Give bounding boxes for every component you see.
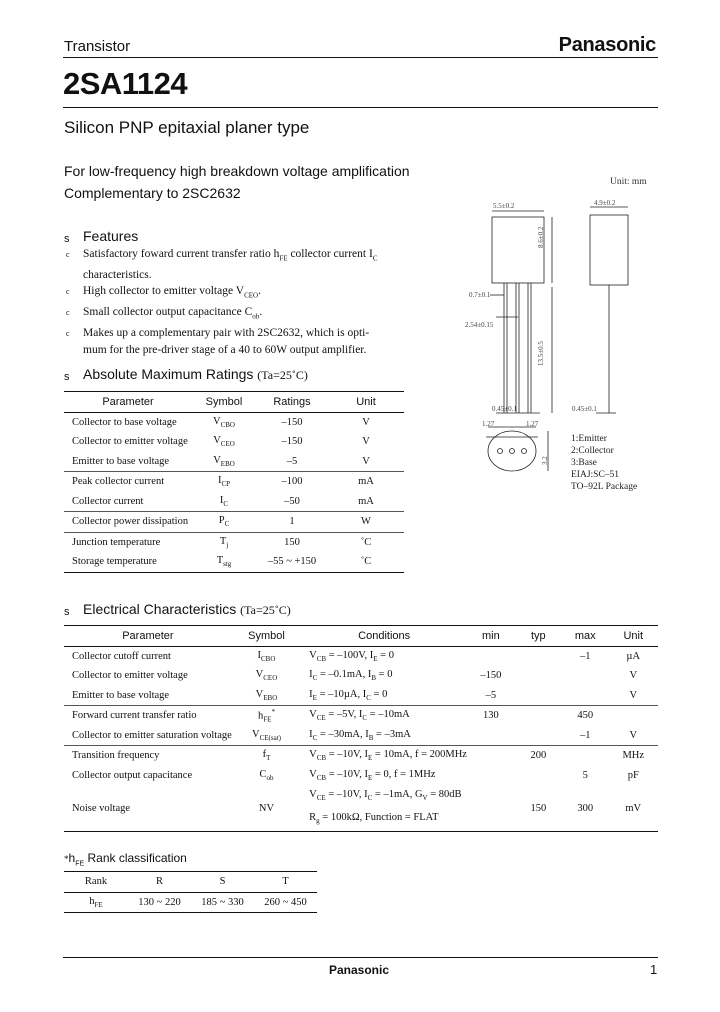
feature-item: c High collector to emitter voltage $V_{CEO}$. — [66, 285, 261, 300]
col-conditions: Conditions — [358, 629, 411, 642]
abs-max-row — [64, 472, 404, 492]
abs-max-row — [64, 492, 404, 512]
subtitle: Silicon PNP epitaxial planer type — [64, 118, 310, 137]
col-max: max — [574, 629, 596, 642]
description-line-1: For low-frequency high breakdown voltage amplification — [64, 163, 410, 179]
footer-rule — [63, 957, 658, 958]
elec-marker: s — [64, 606, 70, 618]
rank-col-rank: Rank — [84, 876, 108, 888]
unit-label: Unit: mm — [610, 177, 647, 187]
abs-unit: V — [362, 416, 370, 428]
abs-rating: –50 — [284, 495, 300, 507]
elec-condition: $V_{CB} = -10V$, $I_E = 0$, f = 1MHz — [309, 768, 436, 782]
elec-max: –1 — [580, 650, 591, 662]
dim-label: 0.45±0.1 — [572, 405, 597, 413]
elec-row — [64, 646, 658, 666]
abs-max-row — [64, 512, 404, 533]
abs-unit: ˚C — [328, 532, 404, 552]
elec-param: Transition frequency — [64, 746, 232, 766]
elec-unit: MHz — [609, 746, 659, 766]
dim-label: 3.2 — [541, 456, 549, 465]
header-rule — [63, 57, 658, 58]
abs-max-table — [64, 391, 404, 573]
page-number: 1 — [650, 962, 658, 977]
elec-typ — [515, 726, 562, 746]
abs-rating: –100 — [256, 472, 328, 492]
abs-unit: W — [328, 512, 404, 533]
package-pins — [571, 433, 637, 493]
abs-unit: V — [362, 455, 370, 467]
abs-rating: –150 — [281, 416, 303, 428]
elec-min: –150 — [480, 670, 502, 682]
rank-hfe-row — [64, 892, 317, 913]
pin-1-label: 1:Emitter — [571, 434, 607, 444]
elec-unit: V — [629, 670, 638, 682]
elec-typ: 200 — [515, 746, 562, 766]
abs-rating: –55 ~ +150 — [267, 556, 317, 568]
abs-param: Peak collector current — [64, 472, 192, 492]
dim-label: 13.5±0.5 — [537, 341, 545, 366]
pin-3-label: 3:Base — [571, 458, 597, 468]
rank-col-t: T — [282, 876, 289, 888]
abs-param: Collector power dissipation — [64, 512, 192, 533]
elec-symbol: $C_{ob}$ — [259, 768, 274, 782]
elec-min — [467, 746, 514, 766]
abs-rating: 150 — [256, 532, 328, 552]
part-number: 2SA1124 — [63, 66, 188, 101]
elec-param: Noise voltage — [72, 802, 131, 814]
col-ratings: Ratings — [273, 395, 311, 408]
elec-condition: $I_C = -30mA$, $I_B = -3mA$ — [309, 728, 411, 742]
package-body-side — [590, 215, 628, 285]
elec-unit: mV — [625, 802, 642, 814]
brand-logo: Panasonic — [558, 34, 656, 56]
dim-label: 8.6±0.2 — [537, 226, 545, 248]
col-typ: typ — [530, 629, 546, 642]
feature-list — [66, 246, 426, 359]
elec-max — [562, 666, 609, 686]
abs-max-row — [64, 452, 404, 472]
abs-unit: V — [362, 436, 370, 448]
title-rule — [63, 107, 658, 108]
dim-label: 0.7±0.1 — [469, 291, 491, 299]
abs-max-title: Absolute Maximum Ratings (Ta=25˚C) — [83, 366, 308, 382]
elec-min: –5 — [485, 689, 497, 701]
elec-param: Forward current transfer ratio — [64, 706, 232, 726]
elec-row — [64, 726, 658, 746]
description-line-2: Complementary to 2SC2632 — [64, 185, 241, 201]
abs-max-body — [64, 412, 404, 572]
elec-max: 300 — [577, 802, 594, 814]
abs-max-row — [64, 532, 404, 552]
rank-r-range: 130 ~ 220 — [138, 896, 181, 908]
abs-rating: –150 — [281, 436, 303, 448]
elec-min — [467, 766, 514, 786]
abs-param: Junction temperature — [64, 532, 192, 552]
elec-typ — [515, 686, 562, 706]
elec-max: –1 — [580, 729, 591, 741]
elec-symbol: $h_{FE}^*$ — [232, 706, 301, 726]
elec-row — [64, 746, 658, 766]
elec-param: Collector output capacitance — [72, 769, 193, 781]
dim-label: 0.45±0.1 — [492, 405, 517, 413]
abs-param: Collector to emitter voltage — [72, 436, 188, 448]
elec-param: Collector to emitter voltage — [72, 670, 188, 682]
elec-body — [64, 646, 658, 832]
abs-symbol: $I_{CP}$ — [192, 472, 256, 492]
elec-typ — [515, 646, 562, 666]
elec-param: Collector cutoff current — [72, 650, 171, 662]
abs-max-header-row — [64, 392, 404, 413]
elec-unit: pF — [627, 769, 639, 781]
elec-unit: V — [629, 729, 638, 741]
abs-max-marker: s — [64, 371, 70, 383]
elec-table — [64, 625, 658, 832]
pin-2-label: 2:Collector — [571, 446, 614, 456]
feature-item-cont: characteristics. — [83, 268, 152, 281]
elec-symbol: $V_{CE(sat)}$ — [251, 728, 281, 742]
elec-typ — [515, 706, 562, 726]
elec-param: Collector to emitter saturation voltage — [72, 729, 232, 741]
rank-t-range: 260 ~ 450 — [264, 896, 307, 908]
features-title: Features — [83, 228, 139, 244]
elec-condition: $V_{CB} = -100V$, $I_E = 0$ — [309, 649, 394, 663]
dim-label: 2.54±0.15 — [465, 321, 494, 329]
eiaj-label: EIAJ:SC–51 — [571, 470, 620, 480]
abs-symbol: $V_{CEO}$ — [213, 435, 235, 449]
elec-condition: $I_E = -10\mu A$, $I_C = 0$ — [309, 688, 388, 702]
elec-condition: $V_{CE} = -10V$, $I_C = -1mA$, $G_V = 80dB$ $R_g = 100k\Omega$, Function = FLAT — [309, 789, 462, 826]
elec-typ — [515, 766, 562, 786]
elec-row — [64, 686, 658, 706]
elec-row — [64, 666, 658, 686]
abs-rating: 1 — [256, 512, 328, 533]
feature-item: c Small collector output capacitance $C_{ob}$. — [66, 306, 263, 321]
abs-max-row — [64, 412, 404, 432]
col-symbol: Symbol — [205, 395, 243, 408]
abs-symbol: $T_j$ — [192, 532, 256, 552]
elec-max — [562, 746, 609, 766]
abs-param: Collector current — [72, 495, 144, 507]
elec-row — [64, 766, 658, 786]
elec-typ: 150 — [530, 802, 547, 814]
feature-item-cont: mum for the pre-driver stage of a 40 to 60W output amplifier. — [83, 344, 367, 357]
abs-rating: –5 — [286, 455, 298, 467]
abs-symbol: $V_{CBO}$ — [213, 415, 235, 429]
elec-symbol: $f_T$ — [232, 746, 301, 766]
elec-max — [562, 686, 609, 706]
col-unit: Unit — [623, 629, 644, 642]
elec-symbol: NV — [258, 802, 275, 814]
rank-header-row — [64, 872, 317, 893]
rank-table — [64, 871, 317, 913]
dim-label: 1.27 — [482, 420, 495, 428]
rank-s-range: 185 ~ 330 — [201, 896, 244, 908]
elec-symbol: $V_{EBO}$ — [255, 688, 278, 702]
abs-max-row — [64, 552, 404, 572]
elec-min — [467, 785, 514, 832]
abs-param: Collector to base voltage — [72, 416, 177, 428]
rank-col-r: R — [155, 876, 163, 888]
elec-unit — [609, 706, 659, 726]
footer-brand: Panasonic — [329, 963, 390, 977]
feature-item: c Makes up a complementary pair with 2SC2632, which is opti- — [66, 326, 370, 339]
elec-param: Emitter to base voltage — [72, 689, 170, 701]
rank-row-label: $h_{FE}$ — [89, 895, 103, 909]
rank-title: $*h_{FE}$ Rank classification — [64, 851, 187, 868]
elec-symbol: $V_{CEO}$ — [255, 669, 278, 683]
category-label: Transistor — [64, 38, 131, 55]
abs-symbol: $I_C$ — [219, 494, 229, 508]
abs-param: Emitter to base voltage — [72, 455, 170, 467]
abs-symbol: $T_{stg}$ — [216, 555, 232, 569]
col-unit: Unit — [356, 395, 376, 408]
abs-unit: mA — [328, 472, 404, 492]
col-parameter: Parameter — [102, 395, 154, 408]
abs-unit: ˚C — [360, 556, 372, 568]
elec-symbol: $I_{CBO}$ — [257, 649, 276, 663]
elec-condition: $I_C = -0.1mA$, $I_B = 0$ — [309, 669, 393, 683]
elec-typ — [515, 666, 562, 686]
package-type-label: TO–92L Package — [571, 482, 638, 492]
elec-max: 450 — [562, 706, 609, 726]
dim-label: 5.5±0.2 — [493, 202, 515, 210]
col-symbol: Symbol — [248, 629, 285, 642]
elec-min — [467, 726, 514, 746]
feature-item: c Satisfactory foward current transfer ratio $h_{FE}$ collector current $I_C$ — [66, 248, 378, 263]
abs-unit: mA — [358, 495, 374, 507]
elec-min — [467, 646, 514, 666]
col-min: min — [482, 629, 500, 642]
dim-label: 4.9±0.2 — [594, 199, 616, 207]
elec-unit: V — [629, 689, 638, 701]
abs-max-row — [64, 432, 404, 452]
rank-col-s: S — [219, 876, 226, 888]
elec-min: 130 — [467, 706, 514, 726]
dim-label: 1.27 — [526, 420, 539, 428]
abs-param: Storage temperature — [72, 556, 157, 568]
elec-title: Electrical Characteristics (Ta=25˚C) — [83, 601, 291, 617]
features-marker: s — [64, 233, 70, 245]
abs-symbol: $V_{EBO}$ — [213, 454, 235, 468]
elec-row — [64, 706, 658, 726]
elec-unit: µA — [626, 650, 641, 662]
elec-header-row — [64, 626, 658, 647]
elec-max: 5 — [582, 769, 588, 781]
elec-row — [64, 785, 658, 832]
elec-condition: $V_{CB} = -10V$, $I_E = 10mA$, f = 200MHz — [301, 746, 467, 766]
abs-symbol: $P_C$ — [192, 512, 256, 533]
elec-condition: $V_{CE} = -5V$, $I_C = -10mA$ — [301, 706, 467, 726]
col-parameter: Parameter — [122, 629, 174, 642]
